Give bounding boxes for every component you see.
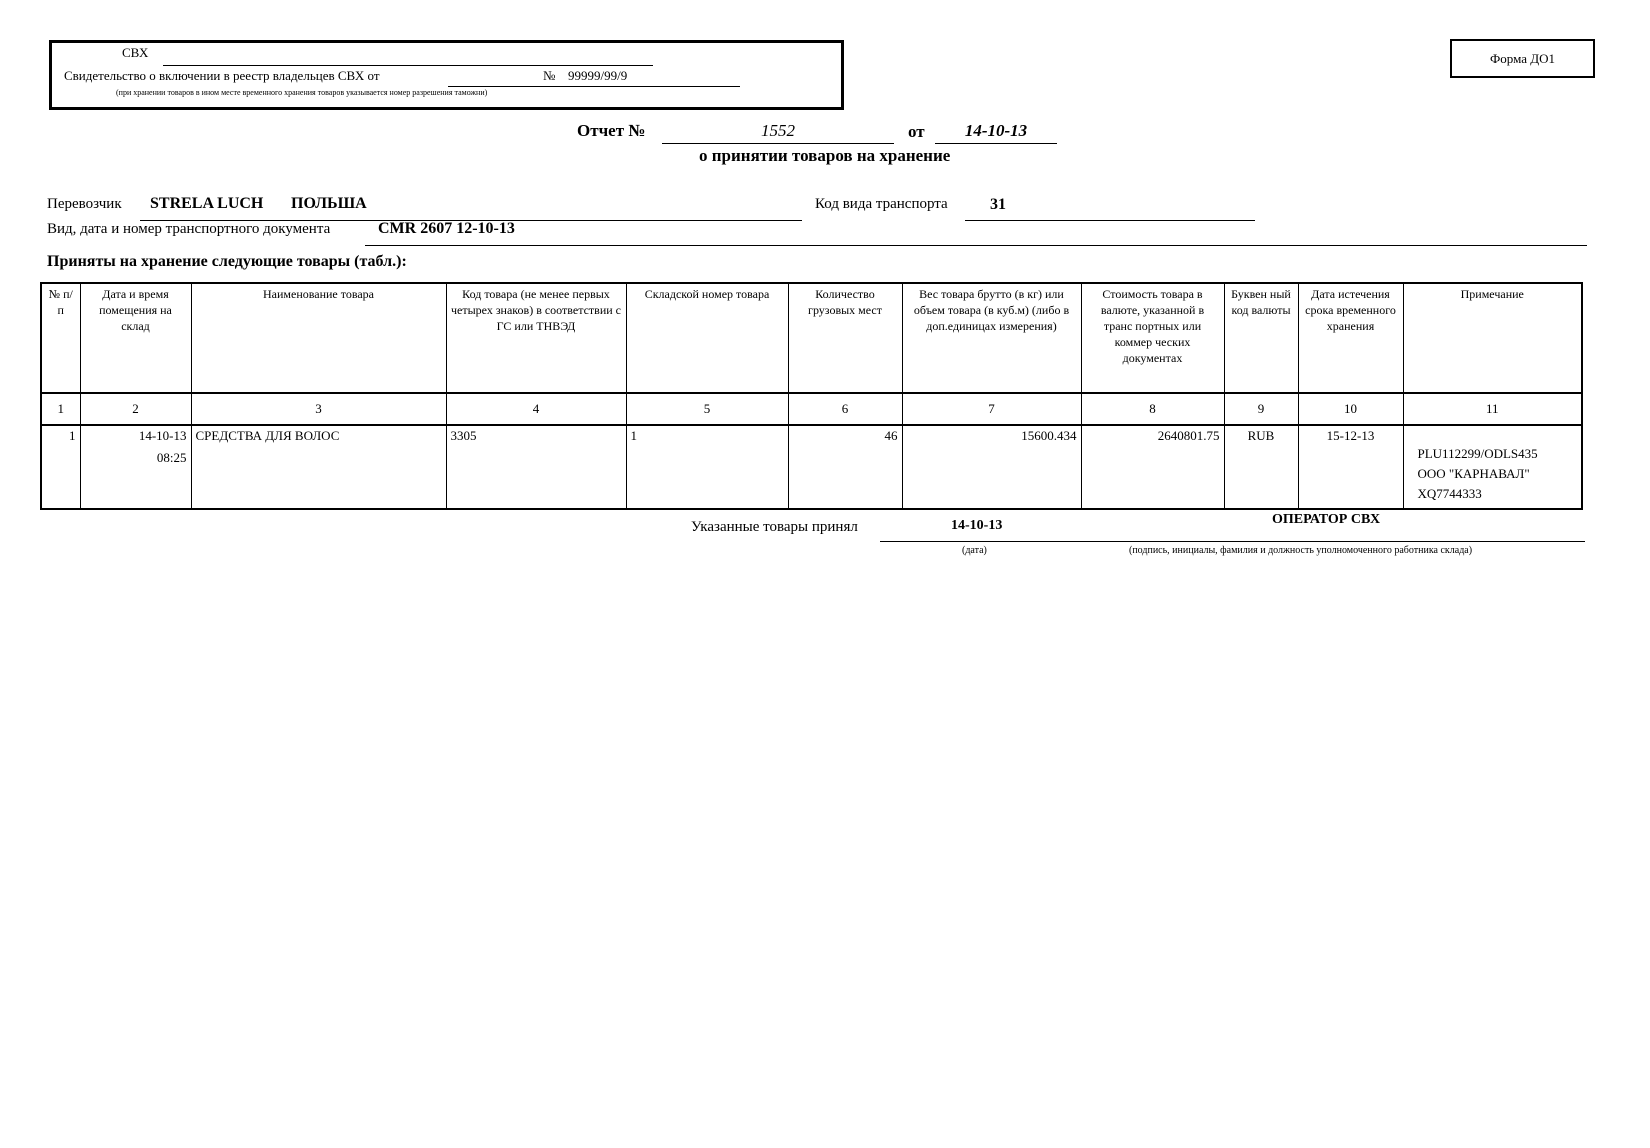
- column-number: 5: [626, 393, 788, 425]
- column-number: 8: [1081, 393, 1224, 425]
- column-number: 2: [80, 393, 191, 425]
- column-number-row: [41, 393, 1582, 425]
- column-number: 9: [1224, 393, 1298, 425]
- report-title-label: Отчет №: [577, 121, 646, 140]
- signature-line: [880, 541, 1585, 542]
- carrier-name: STRELA LUCH: [150, 195, 264, 212]
- header-cell: Примечание: [1403, 283, 1582, 393]
- certificate-date-line: [448, 86, 740, 87]
- table-header-row: [41, 283, 1582, 393]
- row-number: 1: [41, 425, 80, 509]
- signature-caption: (подпись, инициалы, фамилия и должность уполномоченного работника склада): [1129, 545, 1473, 556]
- transport-doc-line: [365, 245, 1587, 246]
- carrier-country: ПОЛЬША: [291, 195, 367, 212]
- header-cell: Количество грузовых мест: [788, 283, 902, 393]
- transport-code: 31: [990, 196, 1006, 213]
- header-cell: № п/п: [41, 283, 80, 393]
- column-number: 1: [41, 393, 80, 425]
- svh-name-line: [163, 65, 653, 66]
- report-from-label: от: [908, 122, 925, 141]
- certificate-note: (при хранении товаров в ином месте временного хранения товаров указывается номер разрешения таможни): [116, 88, 488, 97]
- number-sign: №: [543, 68, 556, 83]
- accepted-date: 14-10-13: [951, 518, 1003, 533]
- header-cell: Наименование товара: [191, 283, 446, 393]
- column-number: 4: [446, 393, 626, 425]
- form-code-box: [1450, 39, 1595, 78]
- table-caption: Приняты на хранение следующие товары (табл.):: [47, 253, 407, 270]
- operator-title: ОПЕРАТОР СВХ: [1272, 512, 1381, 527]
- form-code-label: Форма ДО1: [1490, 50, 1555, 66]
- column-number: 7: [902, 393, 1081, 425]
- note-line: XQ7744333: [1417, 486, 1482, 501]
- report-number-line: [662, 143, 894, 144]
- transport-doc-value: CMR 2607 12-10-13: [378, 220, 515, 237]
- date-caption: (дата): [962, 545, 987, 556]
- transport-doc-label: Вид, дата и номер транспортного документа: [47, 221, 331, 237]
- column-number: 10: [1298, 393, 1403, 425]
- header-cell: Буквен ный код валюты: [1224, 283, 1298, 393]
- header-cell: Стоимость товара в валюте, указанной в транс портных или коммер ческих документах: [1081, 283, 1224, 393]
- report-number: 1552: [761, 121, 795, 140]
- svh-label: СВХ: [122, 45, 149, 60]
- certificate-number: 99999/99/9: [568, 68, 628, 83]
- transport-code-line: [965, 220, 1255, 221]
- report-date: 14-10-13: [964, 121, 1028, 140]
- report-subtitle: о принятии товаров на хранение: [699, 146, 951, 165]
- table-row: [41, 425, 1582, 509]
- goods-cost: 2640801.75: [1081, 425, 1224, 509]
- expiry-date: 15-12-13: [1298, 425, 1403, 509]
- column-number: 11: [1403, 393, 1582, 425]
- column-number: 3: [191, 393, 446, 425]
- report-date-line: [935, 143, 1057, 144]
- certificate-text: Свидетельство о включении в реестр владельцев СВХ от: [64, 68, 380, 83]
- header-cell: Вес товара брутто (в кг) или объем товара (в куб.м) (либо в доп.единицах измерения): [902, 283, 1081, 393]
- note-line: PLU112299/ODLS435: [1417, 446, 1538, 461]
- gross-weight: 15600.434: [902, 425, 1081, 509]
- goods-name: СРЕДСТВА ДЛЯ ВОЛОС: [191, 425, 446, 509]
- header-cell: Дата истечения срока временного хранения: [1298, 283, 1403, 393]
- column-number: 6: [788, 393, 902, 425]
- note-line: ООО "КАРНАВАЛ": [1417, 466, 1530, 481]
- warehouse-number: 1: [626, 425, 788, 509]
- header-cell: Дата и время помещения на склад: [80, 283, 191, 393]
- cargo-places: 46: [788, 425, 902, 509]
- carrier-label: Перевозчик: [47, 196, 122, 212]
- goods-code: 3305: [446, 425, 626, 509]
- accepted-label: Указанные товары принял: [691, 519, 858, 535]
- row-note: [1403, 425, 1582, 509]
- transport-code-label: Код вида транспорта: [815, 196, 948, 212]
- goods-table: [40, 282, 1583, 510]
- header-cell: Складской номер товара: [626, 283, 788, 393]
- placement-time: 08:25: [156, 450, 187, 465]
- currency-code: RUB: [1224, 425, 1298, 509]
- placement-datetime: [80, 425, 191, 509]
- placement-date: 14-10-13: [138, 428, 187, 443]
- header-cell: Код товара (не менее первых четырех знаков) в соответствии с ГС или ТНВЭД: [446, 283, 626, 393]
